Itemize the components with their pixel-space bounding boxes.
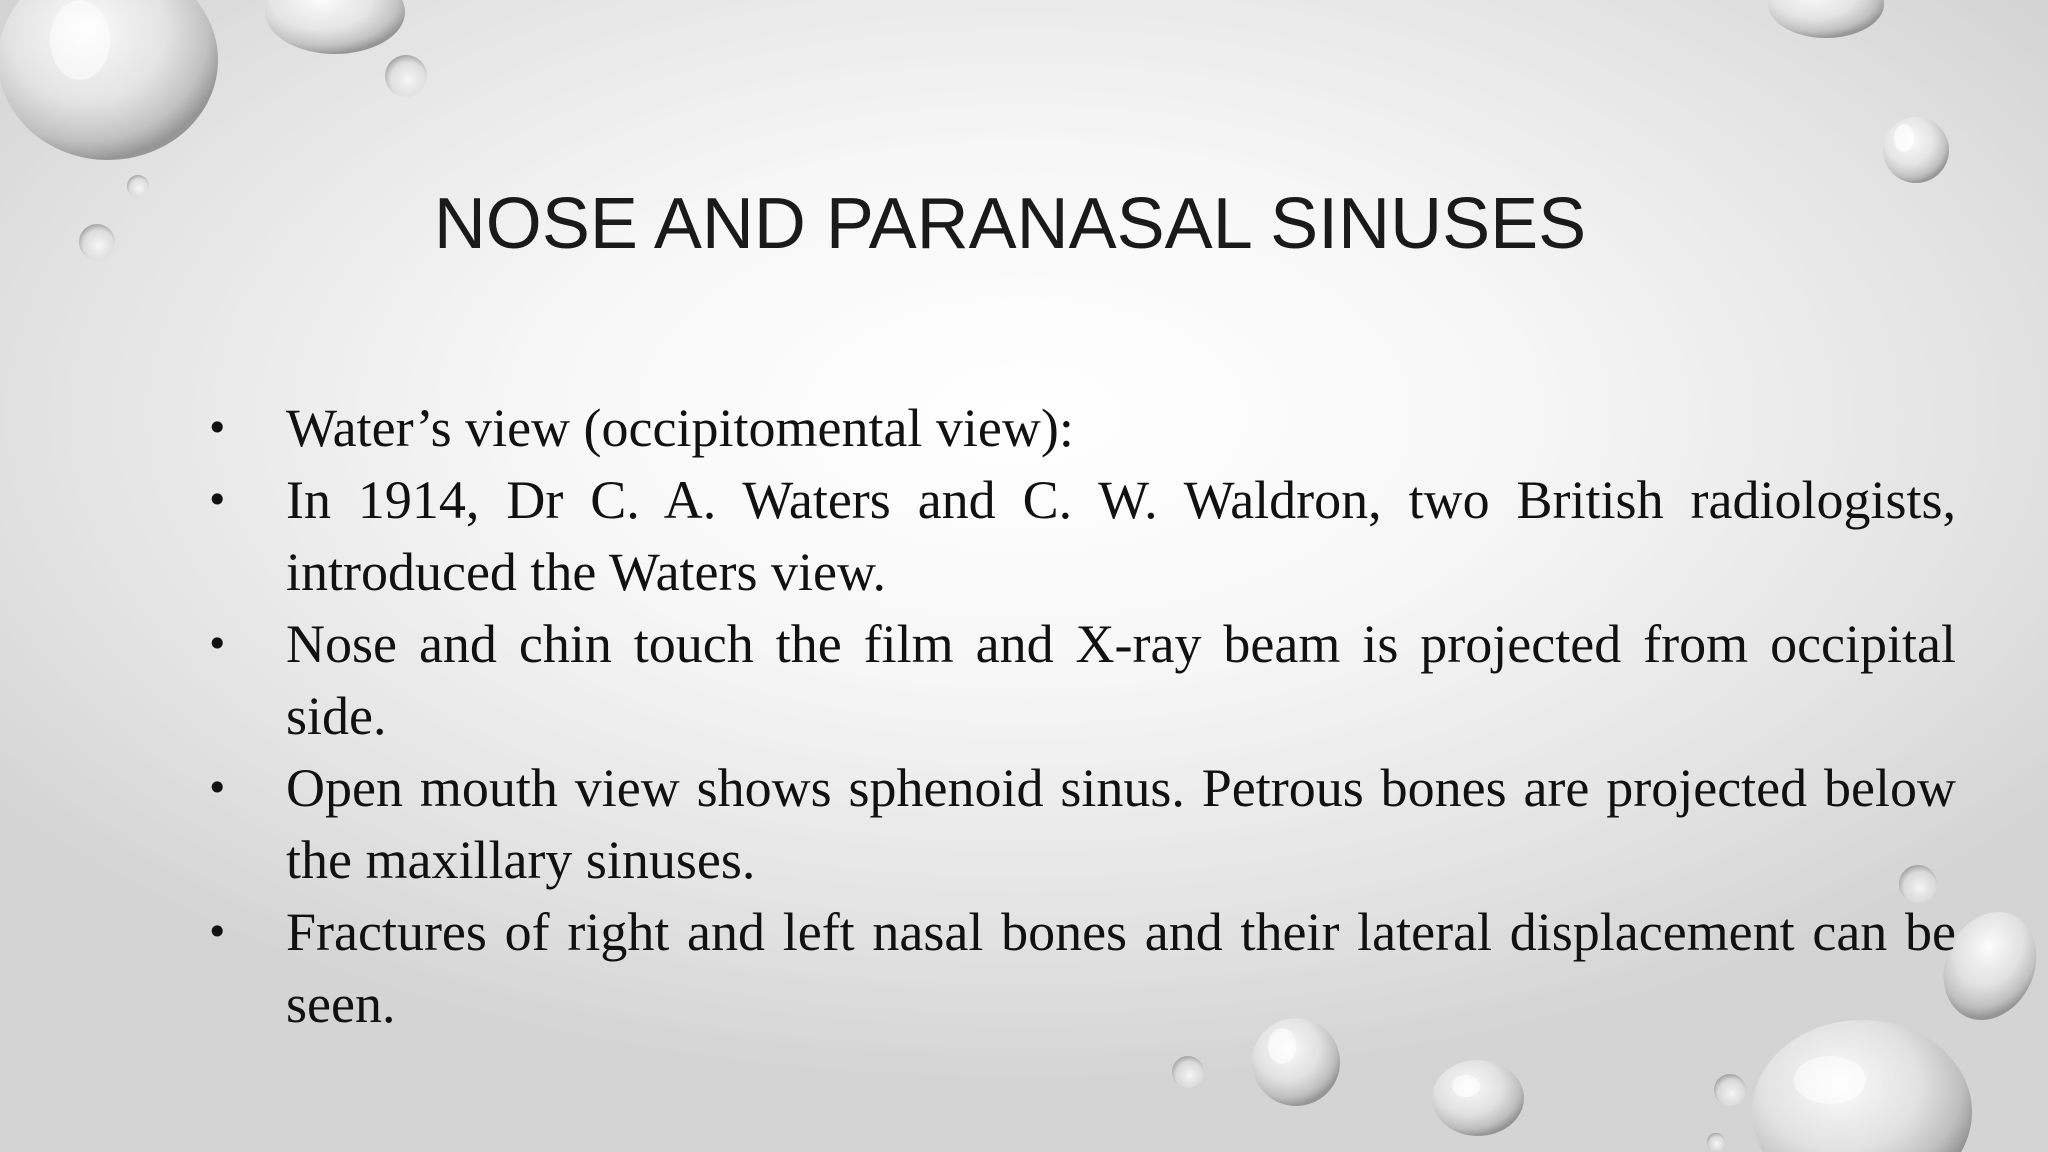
- droplet: [1432, 1060, 1524, 1136]
- droplet: [127, 175, 149, 197]
- droplet: [1768, 0, 1884, 38]
- droplet: [265, 0, 405, 54]
- bullet-text: Fractures of right and left nasal bones and their lateral displacement can be seen.: [286, 902, 1956, 1034]
- bullet-item: [206, 392, 1956, 464]
- bullet-text: Nose and chin touch the film and X-ray beam is projected from occipital side.: [286, 614, 1956, 746]
- bullet-marker: •: [206, 406, 229, 450]
- droplet: [1883, 117, 1949, 183]
- bullet-marker: •: [206, 622, 229, 666]
- bullet-text: In 1914, Dr C. A. Waters and C. W. Waldron, two British radiologists, introduced the Waters view.: [286, 470, 1956, 602]
- slide-title: NOSE AND PARANASAL SINUSES: [433, 184, 1587, 264]
- bullet-marker: •: [206, 766, 229, 810]
- bullet-list: [206, 392, 1956, 1040]
- bullet-marker: •: [206, 910, 229, 954]
- droplet: [1707, 1133, 1725, 1151]
- droplet: [0, 0, 218, 160]
- bullet-item: [206, 464, 1956, 608]
- bullet-text: Open mouth view shows sphenoid sinus. Petrous bones are projected below the maxillary sinuses.: [286, 758, 1956, 890]
- bullet-item: [206, 608, 1956, 752]
- droplet: [1172, 1056, 1204, 1088]
- bullet-text: Water’s view (occipitomental view):: [286, 398, 1074, 458]
- bullet-item: [206, 896, 1956, 1040]
- droplet: [1714, 1074, 1746, 1106]
- bullet-item: [206, 752, 1956, 896]
- bullet-marker: •: [206, 478, 229, 522]
- droplet: [79, 224, 115, 260]
- droplet: [385, 55, 427, 97]
